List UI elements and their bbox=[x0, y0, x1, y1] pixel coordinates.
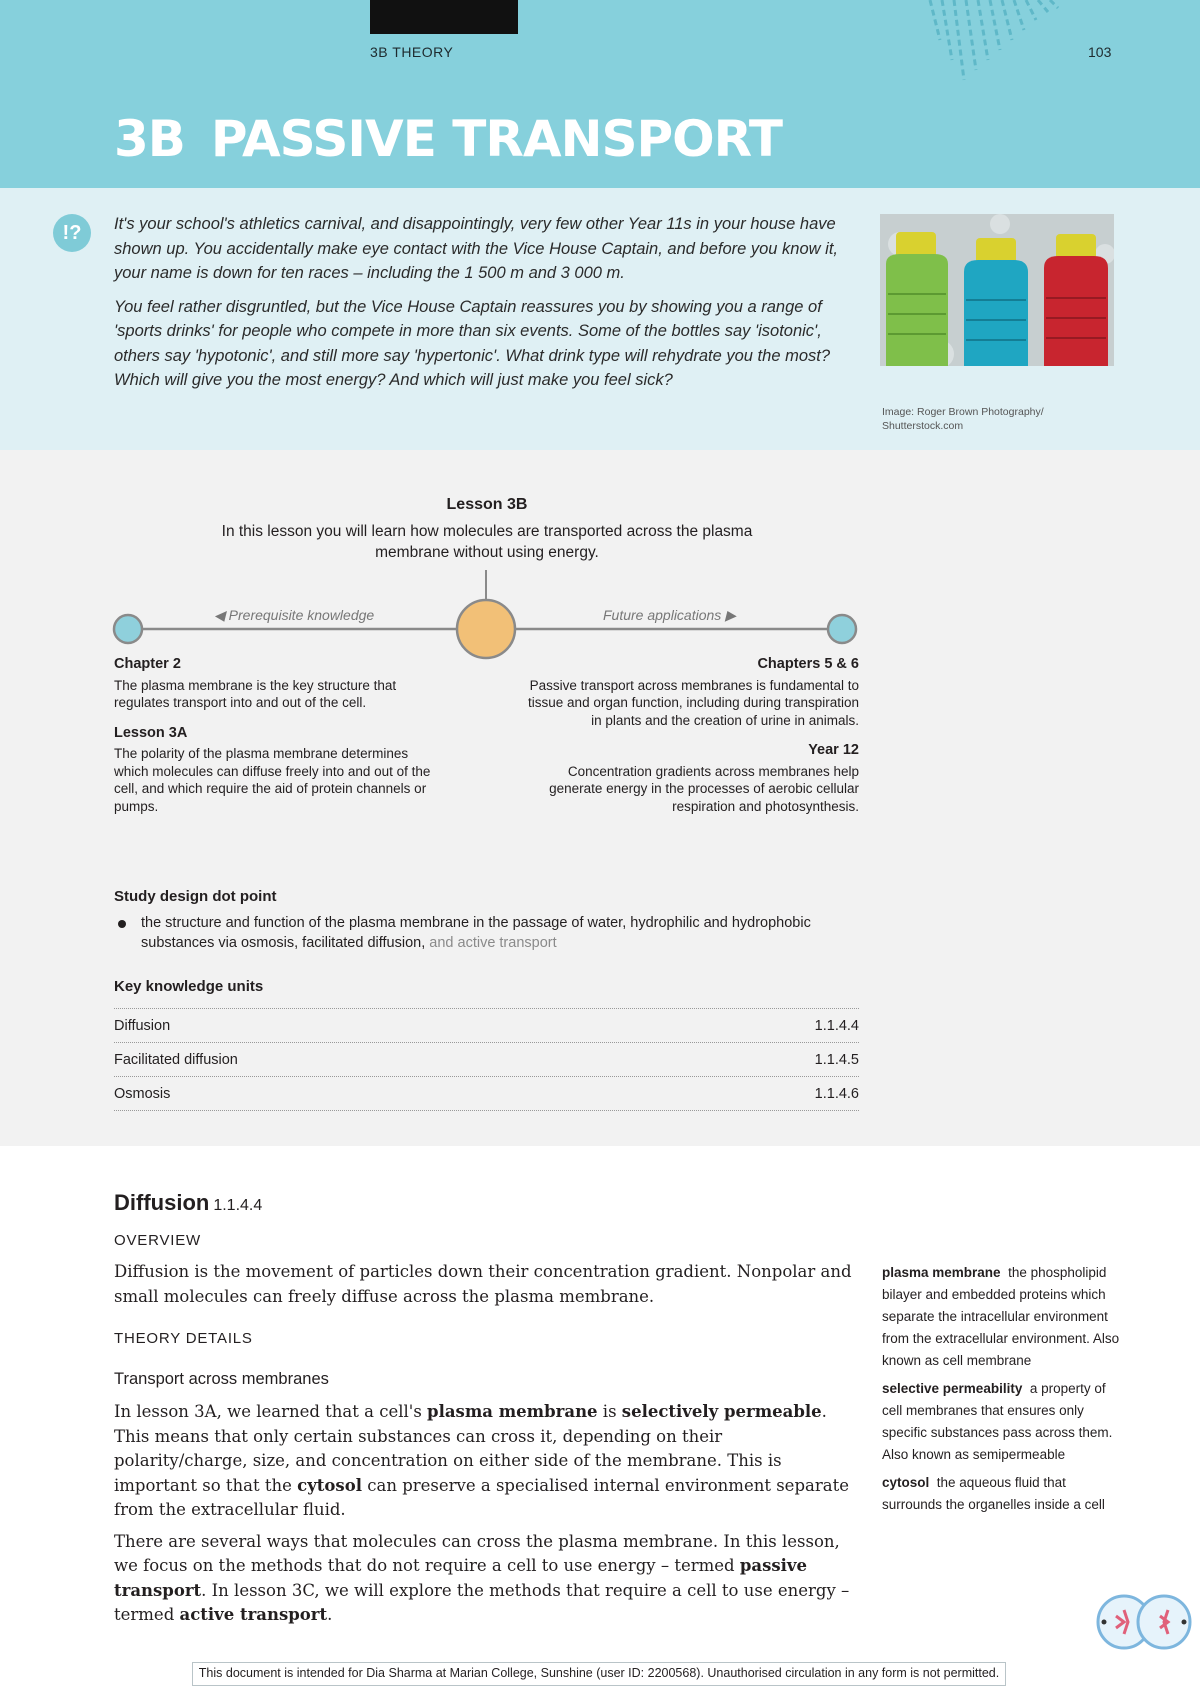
theory-details-label: THEORY DETAILS bbox=[114, 1330, 253, 1347]
prerequisite-item bbox=[114, 656, 436, 712]
future-applications-column bbox=[520, 656, 859, 828]
section-label: 3B THEORY bbox=[370, 44, 454, 60]
lesson-overview-panel bbox=[0, 450, 1200, 1146]
page-number: 103 bbox=[1088, 44, 1112, 60]
key-knowledge-title: Key knowledge units bbox=[114, 978, 264, 995]
future-heading: Chapters 5 & 6 bbox=[757, 656, 859, 672]
prerequisite-label: ◀ Prerequisite knowledge bbox=[214, 607, 375, 623]
prerequisite-text: The plasma membrane is the key structure that regulates transport into and out of the cell. bbox=[114, 677, 397, 710]
theory-paragraph-1: In lesson 3A, we learned that a cell's plasma membrane is selectively permeable. This means that only certain substances can cross it, depending on their polarity/charge, size, and concentration on either side of the membrane. This is important so that the cytosol can preserve a specialised internal environment separate from the extracellular fluid. bbox=[114, 1402, 849, 1519]
section-heading-text: Diffusion bbox=[114, 1190, 210, 1215]
theory-body bbox=[114, 1400, 854, 1635]
glossary-definition: the phospholipid bilayer and embedded proteins which separate the intracellular environment from the extracellular environment. Also known as cell membrane bbox=[882, 1265, 1120, 1368]
prerequisite-heading: Lesson 3A bbox=[114, 724, 188, 741]
glossary-term: selective permeability bbox=[882, 1381, 1023, 1396]
study-design-main: the structure and function of the plasma membrane in the passage of water, hydrophilic and hydrophobic substances via osmosis, facilitated diffusion, bbox=[141, 915, 811, 951]
future-text: Concentration gradients across membranes help generate energy in the processes of aerobic cellular respiration and photosynthesis. bbox=[549, 763, 859, 814]
lesson-title: Lesson 3B bbox=[446, 496, 528, 513]
intro-paragraph-2: You feel rather disgruntled, but the Vice House Captain reassures you by showing you a range of 'sports drinks' for people who compete in more than six events. Some of the bottles say 'isotonic', others say 'hypotonic', and still more say 'hypertonic'. What drink type will rehydrate you the most? Which will give you the most energy? And which will just make you feel sick? bbox=[114, 297, 831, 389]
prerequisite-text: The polarity of the plasma membrane determines which molecules can diffuse freely into and out of the cell, and which require the aid of protein channels or pumps. bbox=[114, 746, 431, 814]
timeline-node-future bbox=[828, 615, 856, 643]
header-tab-block bbox=[370, 0, 518, 34]
study-design-faded: and active transport bbox=[425, 935, 557, 951]
cell-division-icon bbox=[1096, 1592, 1192, 1652]
prerequisite-item bbox=[114, 725, 436, 816]
page-title bbox=[114, 110, 782, 168]
bullet-icon bbox=[118, 920, 126, 928]
future-item bbox=[520, 656, 859, 729]
section-heading bbox=[114, 1190, 262, 1216]
sports-drinks-illustration bbox=[880, 214, 1114, 366]
intro-paragraph-1: It's your school's athletics carnival, and disappointingly, very few other Year 11s in your house have shown up. You accidentally make eye contact with the Vice House Captain, and before you know it, your name is down for ten races – including the 1 500 m and 3 000 m. bbox=[114, 215, 838, 282]
future-text: Passive transport across membranes is fundamental to tissue and organ function, including during transpiration in plants and the creation of urine in animals. bbox=[528, 677, 859, 728]
title-number: 3B bbox=[114, 110, 185, 168]
table-row bbox=[114, 1077, 859, 1111]
subheading: Transport across membranes bbox=[114, 1370, 329, 1388]
future-heading: Year 12 bbox=[808, 742, 859, 758]
unit-name: Facilitated diffusion bbox=[114, 1051, 238, 1068]
footer-notice: This document is intended for Dia Sharma at Marian College, Sunshine (user ID: 2200568). Unauthorised circulation in any form is not permitted. bbox=[192, 1662, 1006, 1686]
future-item bbox=[520, 742, 859, 815]
lesson-description: In this lesson you will learn how molecules are transported across the plasma membrane without using energy. bbox=[221, 523, 753, 561]
study-design-title: Study design dot point bbox=[114, 888, 277, 905]
glossary-definition: the aqueous fluid that surrounds the organelles inside a cell bbox=[882, 1475, 1105, 1512]
image-credit: Image: Roger Brown Photography/ Shutterstock.com bbox=[882, 406, 1044, 432]
glossary-entry bbox=[882, 1472, 1122, 1516]
future-label: Future applications ▶ bbox=[603, 607, 736, 623]
glossary-term: cytosol bbox=[882, 1475, 930, 1490]
intro-panel bbox=[0, 188, 1200, 450]
question-icon: !? bbox=[53, 214, 91, 252]
page-header bbox=[0, 0, 1200, 188]
prerequisite-heading: Chapter 2 bbox=[114, 656, 181, 672]
table-row bbox=[114, 1043, 859, 1077]
prerequisite-column bbox=[114, 656, 436, 828]
unit-code: 1.1.4.5 bbox=[814, 1051, 859, 1068]
table-row bbox=[114, 1009, 859, 1043]
glossary-entry bbox=[882, 1378, 1122, 1466]
section-code: 1.1.4.4 bbox=[213, 1197, 263, 1214]
overview-label: OVERVIEW bbox=[114, 1232, 201, 1249]
unit-code: 1.1.4.4 bbox=[814, 1017, 859, 1034]
unit-name: Diffusion bbox=[114, 1017, 171, 1034]
unit-code: 1.1.4.6 bbox=[814, 1085, 859, 1102]
decorative-stripes bbox=[920, 0, 1120, 90]
intro-text bbox=[114, 212, 854, 402]
study-design-text bbox=[141, 913, 861, 953]
glossary-sidebar bbox=[882, 1262, 1122, 1522]
timeline-node-current bbox=[457, 600, 515, 658]
unit-name: Osmosis bbox=[114, 1085, 171, 1102]
glossary-definition: a property of cell membranes that ensures only specific substances pass across them. Also known as semipermeable bbox=[882, 1381, 1113, 1462]
lesson-timeline bbox=[0, 450, 1200, 670]
glossary-entry bbox=[882, 1262, 1122, 1372]
glossary-term: plasma membrane bbox=[882, 1265, 1001, 1280]
sports-drinks-photo bbox=[880, 214, 1114, 366]
title-text: PASSIVE TRANSPORT bbox=[210, 110, 782, 168]
timeline-node-prerequisite bbox=[114, 615, 142, 643]
key-knowledge-table bbox=[114, 1008, 859, 1111]
overview-text: Diffusion is the movement of particles down their concentration gradient. Nonpolar and small molecules can freely diffuse across the plasma membrane. bbox=[114, 1262, 852, 1306]
theory-paragraph-2: There are several ways that molecules can cross the plasma membrane. In this lesson, we focus on the methods that do not require a cell to use energy – termed passive transport. In lesson 3C, we will explore the methods that require a cell to use energy – termed active transport. bbox=[114, 1531, 850, 1624]
